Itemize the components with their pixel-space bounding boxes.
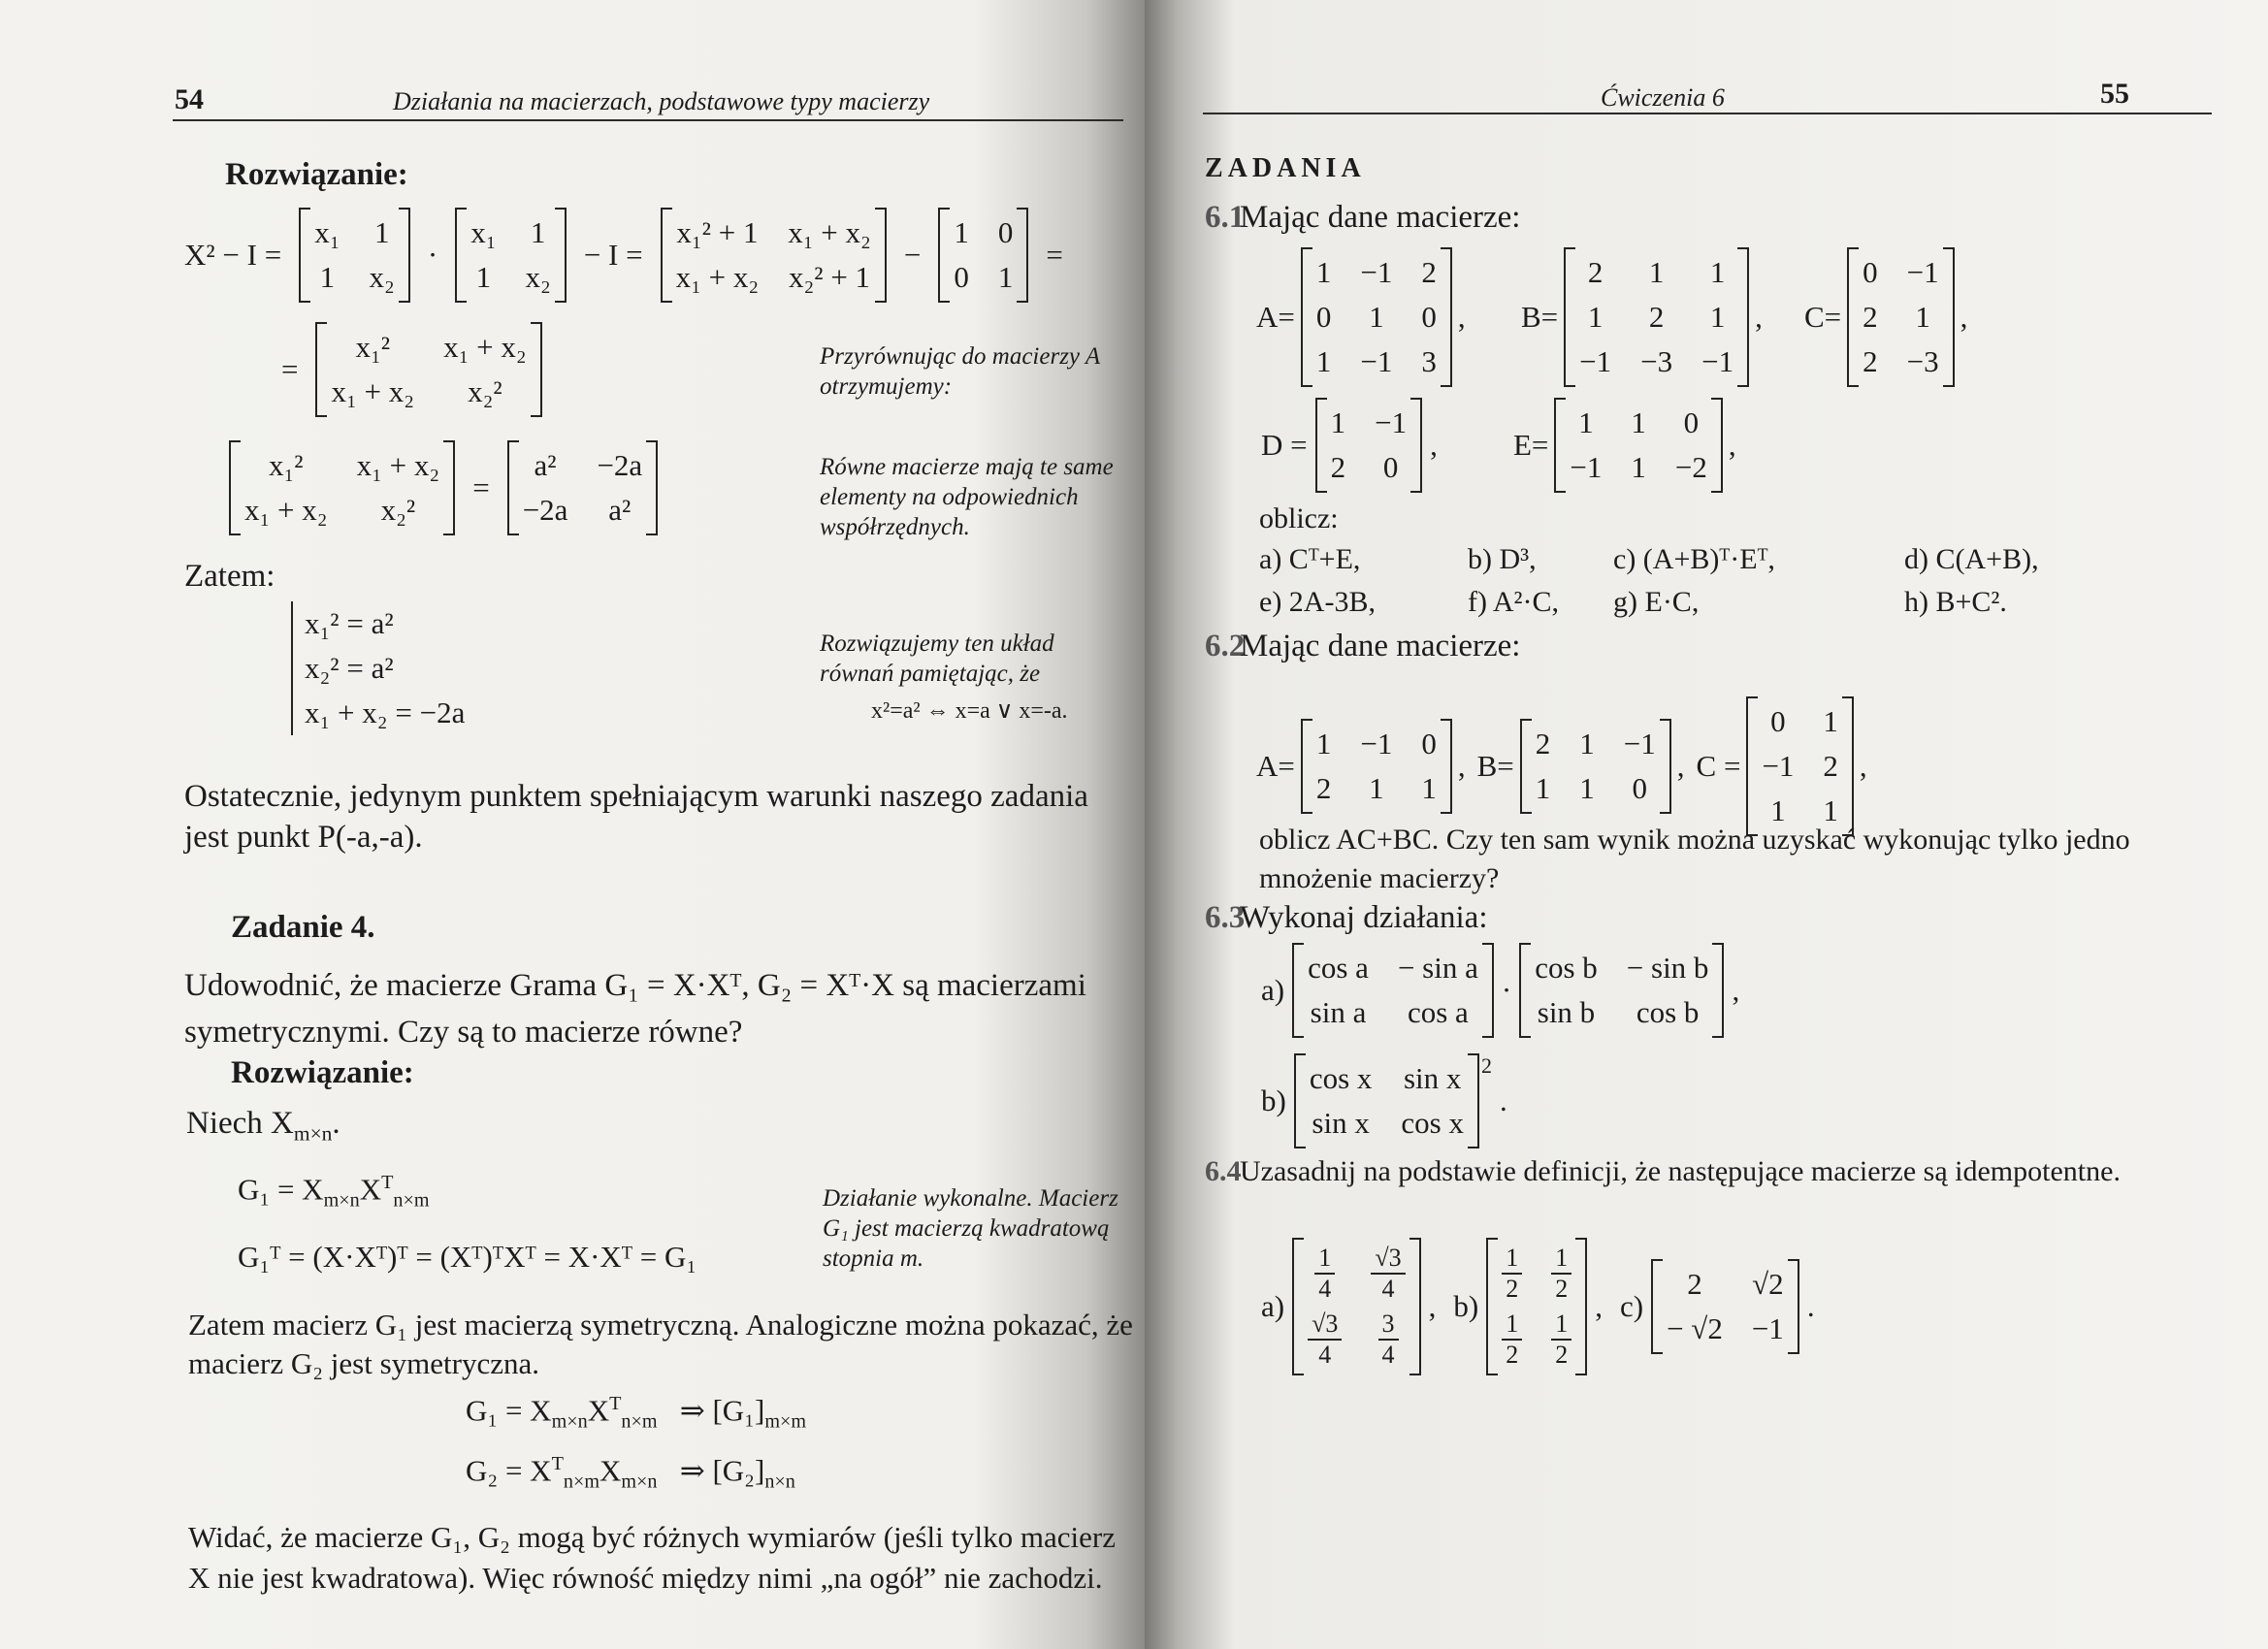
solution-heading-2: Rozwiązanie:	[231, 1055, 414, 1090]
oblicz-label: oblicz:	[1259, 502, 1339, 534]
fraction	[1314, 1244, 1335, 1304]
comma: ,	[1859, 749, 1867, 783]
fraction-numerator: 1	[1551, 1244, 1571, 1275]
matrix-result	[315, 322, 541, 417]
matrix-cell: x₂²	[468, 374, 502, 408]
ex4-matrices	[1261, 1238, 1815, 1375]
system-eq-2: x₂² = a²	[305, 651, 394, 685]
part-c-label: c)	[1619, 1289, 1644, 1323]
section-heading: ZADANIA	[1205, 153, 1366, 183]
niech-end: .	[332, 1106, 340, 1141]
matrix-cell: 3	[1421, 344, 1437, 378]
matrix-cell: x₁²	[355, 330, 391, 364]
impl1-arrow: ⇒ [G₁]	[679, 1393, 765, 1428]
equation-line-3	[229, 440, 658, 535]
matrix-cell: 1	[1369, 300, 1384, 334]
matrix-x-squared	[661, 208, 887, 303]
fraction	[1502, 1244, 1522, 1304]
ex1-item-a: a) Cᵀ+E,	[1259, 543, 1361, 575]
fraction-numerator: 1	[1314, 1244, 1335, 1275]
right-page	[1145, 0, 2268, 1649]
ex1-matrix-c	[1847, 247, 1954, 387]
matrix-cell: 0	[1632, 771, 1648, 805]
matrix-cell: −1	[1751, 1311, 1784, 1345]
matrix-cell: a²	[534, 448, 557, 482]
matrix-cell: cos b	[1636, 995, 1700, 1029]
running-header: Ćwiczenia 6	[1601, 83, 1725, 112]
ex2-matrix-a	[1301, 719, 1452, 814]
comma: ,	[1457, 749, 1466, 783]
part-b-label: b)	[1453, 1289, 1479, 1323]
exercise-number: 6.4	[1205, 1155, 1242, 1187]
note-square: Działanie wykonalne. Macierz G₁ jest macierzą kwadratową stopnia m.	[823, 1185, 1118, 1272]
matrix-cell: x₁²	[269, 448, 304, 482]
matrix-cell: x₁² + 1	[676, 215, 759, 249]
matrix-b-label: B=	[1476, 749, 1514, 783]
exercise-6-2-intro	[1205, 629, 1520, 664]
matrix-cell: sin a	[1310, 995, 1367, 1029]
matrix-cell: 2	[1315, 771, 1332, 805]
fraction-denominator: 2	[1506, 1341, 1519, 1369]
matrix-cell: x₁ + x₂	[244, 493, 328, 527]
matrix-cell: 1	[1709, 300, 1726, 334]
exercise-intro-text: Wykonaj działania:	[1240, 900, 1488, 935]
fraction-numerator: 1	[1551, 1310, 1571, 1341]
matrix-cell: 1	[1315, 727, 1332, 760]
niech-line	[186, 1106, 340, 1147]
note-equivalence: x²=a² ⇔ x=a ∨ x=-a.	[871, 698, 1068, 724]
note-solve: Rozwiązujemy ten układ równań pamiętając, że	[820, 630, 1054, 687]
impl2-arrow: ⇒ [G₂]	[679, 1453, 765, 1488]
matrix-cell: −1	[1906, 255, 1939, 289]
exercise-intro-text: Uzasadnij na podstawie definicji, że następujące macierze są idempotentne.	[1240, 1155, 2121, 1187]
matrix-cell: 1	[997, 260, 1014, 294]
exercise-6-3-intro	[1205, 900, 1488, 936]
task4-heading: Zadanie 4.	[231, 910, 375, 945]
matrix-cell: 0	[1770, 704, 1786, 738]
matrix-a-label: A=	[1256, 300, 1295, 334]
matrix-cell: 0	[1421, 300, 1437, 334]
ex1-item-g: g) E·C,	[1613, 586, 1700, 618]
ex1-matrix-c-group	[1804, 247, 1967, 387]
note-equal-matrices: Równe macierze mają te same elementy na odpowiednich współrzędnych.	[820, 454, 1114, 540]
matrix-cell: 1	[1578, 405, 1594, 439]
fraction-denominator: 4	[1381, 1275, 1395, 1303]
ex2-matrix-b	[1520, 719, 1671, 814]
solution-heading: Rozwiązanie:	[225, 157, 408, 192]
g1-transpose: G₁ᵀ = (X·Xᵀ)ᵀ = (Xᵀ)ᵀXᵀ = X·Xᵀ = G₁	[238, 1240, 697, 1274]
page-number: 54	[175, 83, 204, 115]
matrix-cell: sin b	[1537, 995, 1596, 1029]
matrix-cell: 1	[1631, 405, 1646, 439]
matrix-cell: −2a	[597, 448, 643, 482]
impl1-sub1: m×n	[551, 1410, 588, 1433]
matrix-cell	[1371, 1244, 1405, 1304]
exercise-intro-text: Mając dane macierze:	[1240, 200, 1521, 235]
comma: ,	[1428, 1289, 1437, 1323]
system-eq-1: x₁² = a²	[305, 606, 394, 640]
matrix-cell: 1	[1915, 300, 1930, 334]
exercise-6-1-intro	[1205, 200, 1520, 236]
impl1-sup: T	[609, 1393, 622, 1414]
matrix-cell: x₁ + x₂	[788, 215, 871, 249]
matrix-cell: −1	[1579, 344, 1612, 378]
fraction-denominator: 2	[1506, 1275, 1519, 1303]
period: .	[1499, 1083, 1507, 1117]
matrix-cell: 0	[1863, 255, 1878, 289]
ex1-items	[1259, 543, 2210, 619]
g1-definition	[238, 1172, 430, 1212]
g1-def-sub2: n×m	[393, 1189, 430, 1212]
fraction-numerator: 1	[1502, 1244, 1522, 1275]
matrix-cell: 1	[1421, 771, 1437, 805]
ex1-matrix-a-group	[1256, 247, 1466, 387]
exercise-number: 6.1	[1205, 200, 1246, 235]
equation-line-2	[281, 322, 542, 417]
matrix-cell: 2	[1535, 727, 1551, 760]
matrix-cell: √2	[1752, 1267, 1784, 1301]
matrix-cell	[1371, 1310, 1405, 1370]
matrix-cell	[1308, 1310, 1342, 1370]
impl2-text: G₂ = X	[466, 1453, 552, 1488]
matrix-cell: −1	[1701, 344, 1734, 378]
equation-system	[291, 601, 465, 735]
minus-identity: − I =	[583, 238, 643, 272]
ex1-item-c: c) (A+B)ᵀ·Eᵀ,	[1613, 543, 1775, 575]
matrix-e-label: E=	[1513, 428, 1549, 462]
matrix-cell: −2a	[522, 493, 568, 527]
matrix-cell: x₁ + x₂	[443, 330, 527, 364]
matrix-cell: 1	[1369, 771, 1384, 805]
exercise-6-4-intro	[1205, 1152, 2214, 1191]
matrix-cell: 0	[1683, 405, 1700, 439]
ex2-matrices	[1256, 696, 1867, 836]
page-number: 55	[2100, 78, 2129, 110]
g1-def-sup: T	[381, 1172, 394, 1193]
fraction-denominator: 4	[1381, 1341, 1395, 1369]
equals-sign-3: =	[472, 470, 490, 504]
matrix-cell: x₂² + 1	[788, 260, 871, 294]
matrix-cell	[1551, 1310, 1571, 1370]
ex1-item-d: d) C(A+B),	[1904, 543, 2039, 575]
implication-2	[466, 1453, 795, 1494]
matrix-cell: 0	[997, 215, 1014, 249]
matrix-cell: −1	[1375, 405, 1408, 439]
matrix-cell: 1	[373, 215, 390, 249]
matrix-cell: x₂²	[380, 493, 416, 527]
matrix-cell: 1	[1823, 793, 1838, 827]
fraction	[1371, 1244, 1405, 1304]
impl2-sub2: m×n	[621, 1471, 658, 1493]
header-rule	[173, 119, 1123, 121]
header-rule	[1203, 113, 2212, 114]
matrix-cell: −3	[1640, 344, 1673, 378]
matrix-c-label: C =	[1696, 749, 1741, 783]
matrix-cell: 1	[1579, 727, 1595, 760]
matrix-cell: 2	[1863, 344, 1878, 378]
ex4-matrix-b	[1486, 1238, 1587, 1375]
part-a-label: a)	[1261, 973, 1285, 1007]
matrix-cell: −1	[1570, 450, 1603, 484]
matrix-cell: 2	[1863, 300, 1878, 334]
matrix-cell: 1	[1770, 793, 1786, 827]
matrix-cell	[1551, 1244, 1571, 1304]
matrix-cell: 1	[319, 260, 336, 294]
matrix-cell: cos a	[1407, 995, 1469, 1029]
equation-line-1	[184, 208, 1063, 303]
matrix-cell: −1	[1623, 727, 1656, 760]
matrix-cell: x₂	[525, 260, 551, 294]
final-text: Widać, że macierze G₁, G₂ mogą być różnych wymiarów (jeśli tylko macierz X nie jest kwadratowa). Więc równość między nimi „na ogół” nie zachodzi.	[188, 1520, 1117, 1595]
niech-subscript: m×n	[293, 1121, 333, 1146]
fraction	[1502, 1310, 1522, 1370]
g1-def-mid: X	[359, 1172, 382, 1207]
matrix-cell: 1	[1315, 255, 1332, 289]
matrix-cell: 2	[1648, 300, 1665, 334]
ex1-matrix-b-group	[1521, 247, 1763, 387]
matrix-cell	[1308, 1244, 1342, 1304]
matrix-cell: 1	[1587, 300, 1604, 334]
comma: ,	[1676, 749, 1685, 783]
fraction-numerator: 3	[1378, 1310, 1399, 1341]
matrix-cell: cos x	[1309, 1061, 1373, 1095]
matrix-cell: a²	[608, 493, 632, 527]
ex2-matrix-c	[1746, 696, 1853, 836]
ex1-matrix-d-group	[1261, 398, 1438, 493]
exercise-number: 6.2	[1205, 629, 1246, 663]
matrix-cell	[1502, 1310, 1522, 1370]
impl2-sub1: n×m	[563, 1471, 599, 1493]
ex4-matrix-c	[1651, 1259, 1799, 1354]
impl2-mid: X	[599, 1453, 622, 1488]
matrix-cell: cos b	[1535, 951, 1598, 985]
implication-1	[466, 1393, 806, 1434]
comma: ,	[1430, 428, 1438, 462]
matrix-cell: 1	[1535, 771, 1551, 805]
matrix-cell: sin x	[1312, 1106, 1370, 1140]
niech-text: Niech X	[186, 1106, 294, 1141]
matrix-cell: cos a	[1308, 951, 1369, 985]
matrix-cell: 1	[475, 260, 492, 294]
matrix-cell: −3	[1906, 344, 1939, 378]
matrix-cell: −1	[1762, 749, 1795, 783]
symmetric-text: Zatem macierz G₁ jest macierzą symetryczną. Analogiczne można pokazać, że macierz G₂ jest symetryczna.	[188, 1308, 1133, 1380]
fraction-denominator: 2	[1555, 1275, 1569, 1303]
equals-sign-2: =	[281, 352, 299, 386]
ex1-matrix-e-group	[1513, 398, 1736, 493]
matrix-cell: 1	[530, 215, 546, 249]
matrix-b-label: B=	[1521, 300, 1559, 334]
matrix-cell: − √2	[1667, 1311, 1723, 1345]
fraction	[1551, 1310, 1571, 1370]
fraction	[1551, 1244, 1571, 1304]
matrix-cell: x₁ + x₂	[356, 448, 440, 482]
impl1-sub2: n×m	[621, 1410, 658, 1433]
comma: ,	[1755, 300, 1763, 334]
ex1-matrix-e	[1554, 398, 1722, 493]
fraction-numerator: 1	[1502, 1310, 1522, 1341]
comma: ,	[1728, 428, 1736, 462]
matrix-cell: −1	[1360, 344, 1393, 378]
comma: ,	[1732, 973, 1740, 1007]
matrix-cell: 0	[1421, 727, 1437, 760]
comma: ,	[1457, 300, 1466, 334]
rotation-matrix-a	[1292, 943, 1494, 1038]
matrix-cell: 1	[954, 215, 969, 249]
zatem-label: Zatem:	[184, 559, 275, 594]
comma: ,	[1595, 1289, 1603, 1323]
impl1-sub3: m×m	[764, 1410, 807, 1433]
matrix-cell: 1	[1648, 255, 1665, 289]
matrix-cell: 2	[1687, 1267, 1702, 1301]
ex1-item-b: b) D³,	[1468, 543, 1537, 575]
matrix-cell: 1	[1823, 704, 1838, 738]
fraction-denominator: 4	[1318, 1341, 1332, 1369]
matrix-cell: sin x	[1403, 1061, 1462, 1095]
matrix-cell: −1	[1360, 255, 1393, 289]
fraction-denominator: 4	[1318, 1275, 1332, 1303]
impl2-sub3: n×n	[764, 1471, 795, 1493]
matrix-cell: x₁	[470, 215, 497, 249]
matrix-cell: 0	[1382, 450, 1399, 484]
part-b-label: b)	[1261, 1083, 1286, 1117]
note-compare: Przyrównując do macierzy A otrzymujemy:	[820, 343, 1100, 400]
rotation-matrix-b	[1519, 943, 1724, 1038]
matrix-cell: − sin b	[1626, 951, 1709, 985]
matrix-cell: 2	[1587, 255, 1604, 289]
ex3-part-a	[1261, 943, 1739, 1038]
part-a-label: a)	[1261, 1289, 1285, 1323]
minus-sign: −	[903, 238, 922, 272]
fraction-numerator: √3	[1371, 1244, 1405, 1275]
matrix-cell: x₁	[314, 215, 340, 249]
task4-text: Udowodnić, że macierze Grama G₁ = X·Xᵀ, G₂ = Xᵀ·X są macierzami symetrycznymi. Czy są to macierze równe?	[184, 968, 1086, 1050]
g1-def-text: G₁ = X	[238, 1172, 324, 1207]
equals-sign: =	[1046, 238, 1063, 272]
ex3-part-b	[1261, 1053, 1507, 1148]
matrix-cell: cos x	[1401, 1106, 1464, 1140]
ex1-matrix-a	[1301, 247, 1452, 387]
impl2-sup: T	[551, 1453, 564, 1474]
ex2-text: oblicz AC+BC. Czy ten sam wynik można uzyskać wykonując tylko jedno mnożenie macierzy?	[1259, 824, 2130, 894]
matrix-cell: 1	[1631, 450, 1646, 484]
running-header: Działania na macierzach, podstawowe typy macierzy	[393, 87, 930, 115]
equation-lhs: X² − I =	[184, 238, 282, 272]
matrix-cell: 2	[1421, 255, 1437, 289]
ex1-item-h: h) B+C².	[1904, 586, 2007, 618]
dot-operator: ·	[1501, 973, 1512, 1007]
matrix-cell: 1	[1330, 405, 1346, 439]
matrix-cell: −2	[1674, 450, 1707, 484]
conclusion-text: Ostatecznie, jedynym punktem spełniającym warunki naszego zadania jest punkt P(-a,-a).	[184, 779, 1088, 855]
matrix-x	[299, 208, 410, 303]
matrix-cell: 0	[954, 260, 969, 294]
matrix-c-label: C=	[1804, 300, 1842, 334]
matrix-identity	[938, 208, 1028, 303]
matrix-cell: −1	[1360, 727, 1393, 760]
matrix-cell: x₂	[369, 260, 395, 294]
exercise-intro-text: Mając dane macierze:	[1240, 629, 1521, 663]
g1-def-sub1: m×n	[323, 1189, 360, 1212]
ex1-item-e: e) 2A-3B,	[1259, 586, 1376, 618]
matrix-cell: 2	[1823, 749, 1838, 783]
power-exponent: 2	[1480, 1053, 1492, 1078]
system-eq-3: x₁ + x₂ = −2a	[305, 695, 466, 729]
matrix-cell: 1	[1315, 344, 1332, 378]
impl1-mid: X	[587, 1393, 610, 1428]
matrix-x-repeat	[455, 208, 567, 303]
matrix-cell: 0	[1315, 300, 1332, 334]
comma: ,	[1960, 300, 1968, 334]
matrix-x-trig	[1294, 1053, 1479, 1148]
matrix-cell: − sin a	[1397, 951, 1478, 985]
matrix-a-label: A=	[1256, 749, 1295, 783]
dot-operator: ·	[427, 238, 438, 272]
matrix-cell: 2	[1330, 450, 1346, 484]
ex1-matrix-b	[1564, 247, 1749, 387]
exercise-number: 6.3	[1205, 900, 1246, 935]
matrix-cell: x₁ + x₂	[331, 374, 415, 408]
matrix-cell	[1502, 1244, 1522, 1304]
matrix-cell: 1	[1709, 255, 1726, 289]
fraction-numerator: √3	[1308, 1310, 1342, 1341]
fraction	[1378, 1310, 1399, 1370]
matrix-cell: 1	[1579, 771, 1595, 805]
matrix-d-label: D =	[1261, 428, 1308, 462]
period: .	[1806, 1289, 1815, 1323]
ex4-matrix-a	[1292, 1238, 1421, 1375]
matrix-result-repeat	[229, 440, 455, 535]
fraction	[1308, 1310, 1342, 1370]
matrix-a	[507, 440, 659, 535]
ex1-item-f: f) A²·C,	[1468, 586, 1559, 618]
matrix-cell: x₁ + x₂	[675, 260, 760, 294]
fraction-denominator: 2	[1555, 1341, 1569, 1369]
impl1-text: G₁ = X	[466, 1393, 552, 1428]
ex1-matrix-d	[1315, 398, 1422, 493]
